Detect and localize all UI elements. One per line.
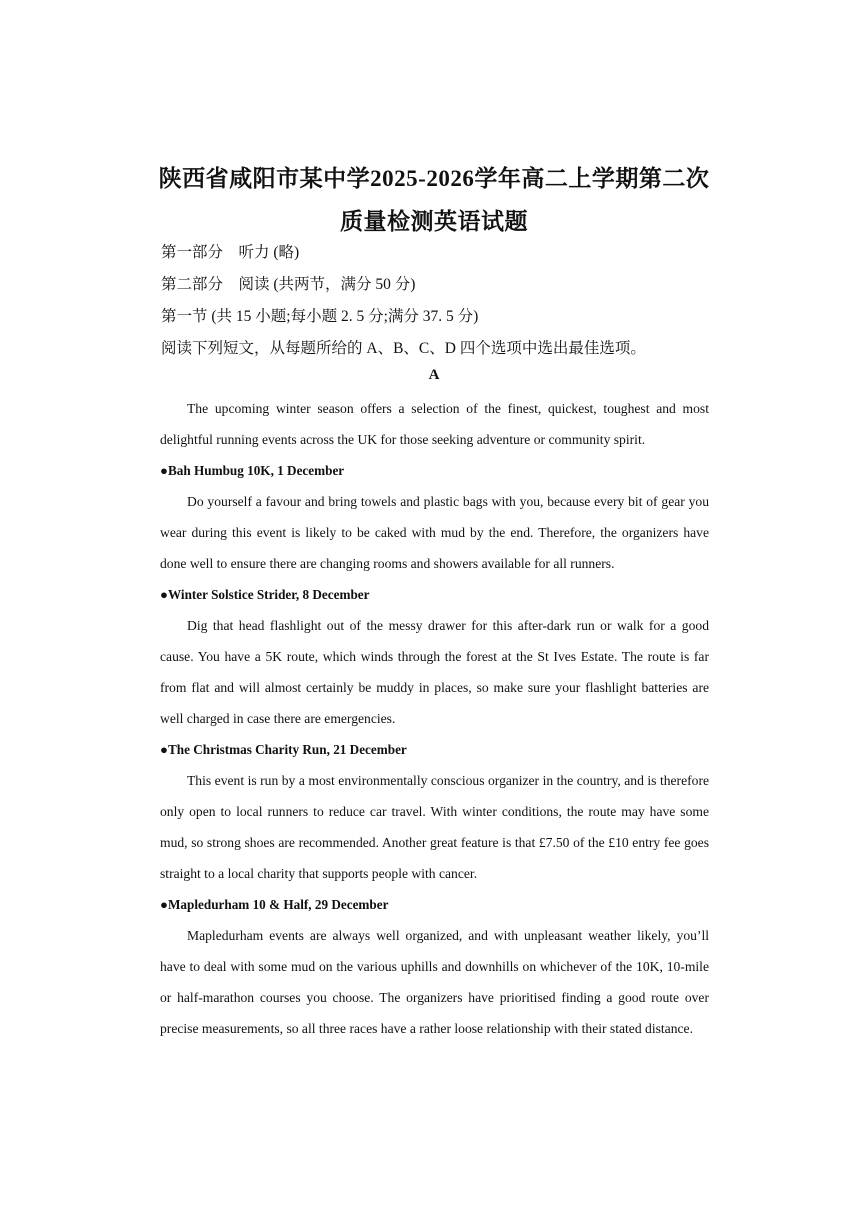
passage-body bbox=[160, 393, 709, 1044]
exam-title-line-1: 陕西省咸阳市某中学2025-2026学年高二上学期第二次 bbox=[158, 166, 710, 191]
exam-title-line-2: 质量检测英语试题 bbox=[340, 209, 528, 234]
event-heading: ●Mapledurham 10 & Half, 29 December bbox=[160, 897, 389, 912]
part-two-heading: 第二部分 阅读 (共两节，满分 50 分) bbox=[161, 276, 416, 293]
event-description: Mapledurham events are always well organized, and with unpleasant weather likely, you’ll have to deal with some mud on the various uphills and downhills on whichever of the 10K, 10-mile or half-marathon courses you choose. The organizers have prioritised finding a good route over precise measurements, so all three races have a rather loose relationship with their stated distance. bbox=[160, 928, 709, 1036]
section-one-heading: 第一节 (共 15 小题;每小题 2. 5 分;满分 37. 5 分) bbox=[161, 308, 479, 325]
part-one-heading: 第一部分 听力 (略) bbox=[161, 244, 300, 261]
event-heading: ●Winter Solstice Strider, 8 December bbox=[160, 587, 370, 602]
reading-instruction: 阅读下列短文，从每题所给的 A、B、C、D 四个选项中选出最佳选项。 bbox=[161, 340, 646, 357]
event-description: This event is run by a most environmentally conscious organizer in the country, and is therefore only open to local runners to reduce car travel. With winter conditions, the route may have some mud, so strong shoes are recommended. Another great feature is that £7.50 of the £10 entry fee goes straight to a local charity that supports people with cancer. bbox=[160, 773, 709, 881]
passage-label: A bbox=[428, 367, 440, 383]
event-heading: ●Bah Humbug 10K, 1 December bbox=[160, 463, 345, 478]
event-description: Do yourself a favour and bring towels and plastic bags with you, because every bit of gear you wear during this event is likely to be caked with mud by the end. Therefore, the organizers have done well to ensure there are changing rooms and showers available for all runners. bbox=[160, 494, 709, 571]
passage-intro: The upcoming winter season offers a selection of the finest, quickest, toughest and most delightful running events across the UK for those seeking adventure or community spirit. bbox=[160, 401, 709, 447]
event-heading: ●The Christmas Charity Run, 21 December bbox=[160, 742, 407, 757]
event-description: Dig that head flashlight out of the messy drawer for this after-dark run or walk for a good cause. You have a 5K route, which winds through the forest at the St Ives Estate. The route is far from flat and will almost certainly be muddy in places, so make sure your flashlight batteries are well charged in case there are emergencies. bbox=[160, 618, 709, 726]
